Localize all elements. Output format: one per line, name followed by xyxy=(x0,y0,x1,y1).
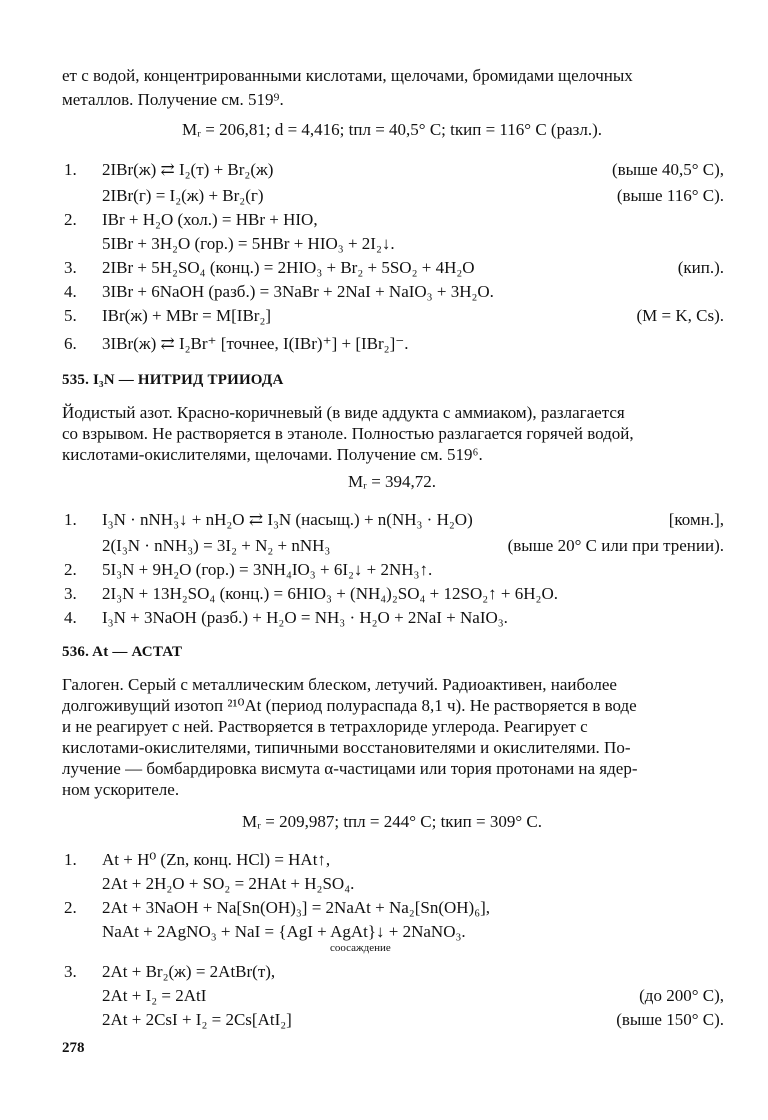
reaction-equation: I₃N · nNH₃↓ + nH₂O ⇄ I₃N (насыщ.) + n(NH₃ · H₂O) xyxy=(102,510,473,529)
reaction-equation: I₃N + 3NaOH (разб.) + H₂O = NH₃ · H₂O + 2NaI + NaIO₃. xyxy=(102,608,508,627)
i3n-properties: Mᵣ = 394,72. xyxy=(347,472,437,491)
description-line: Галоген. Серый с металлическим блеском, летучий. Радиоактивен, наиболее xyxy=(62,675,617,694)
description-line: кислотами-окислителями, типичными восстановителями и окислителями. По- xyxy=(62,738,631,757)
reaction-number: 1. xyxy=(64,850,77,869)
intro-line-2: металлов. Получение см. 519⁹. xyxy=(62,90,284,109)
description-line: долгоживущий изотоп ²¹⁰At (период полураспада 8,1 ч). Не растворяется в воде xyxy=(62,696,637,715)
reaction-equation: 2At + 2CsI + I₂ = 2Cs[AtI₂] xyxy=(102,1010,292,1029)
section-heading-536: 536. At — АСТАТ xyxy=(62,644,183,660)
reaction-number: 2. xyxy=(64,898,77,917)
description-line: ном ускорителе. xyxy=(62,780,180,799)
reaction-equation: 3IBr + 6NaOH (разб.) = 3NaBr + 2NaI + NaIO₃ + 3H₂O. xyxy=(102,282,494,301)
reaction-number: 4. xyxy=(64,608,77,627)
reaction-number: 2. xyxy=(64,210,77,229)
description-line: и не реагирует с ней. Растворяется в тетрахлориде углерода. Реагирует с xyxy=(62,717,588,736)
reaction-number: 6. xyxy=(64,334,77,353)
reaction-equation: 5IBr + 3H₂O (гор.) = 5HBr + HIO₃ + 2I₂↓. xyxy=(102,234,395,253)
reaction-equation: 2IBr + 5H₂SO₄ (конц.) = 2HIO₃ + Br₂ + 5SO₂ + 4H₂O xyxy=(102,258,475,277)
section-535-description xyxy=(62,402,722,465)
at-properties: Mᵣ = 209,987; tпл = 244° C; tкип = 309° C. xyxy=(242,812,542,831)
reaction-equation: 2At + Br₂(ж) = 2AtBr(т), xyxy=(102,962,276,981)
section-536-description xyxy=(62,674,722,800)
reaction-equation: 2IBr(ж) ⇄ I₂(т) + Br₂(ж) xyxy=(102,160,274,179)
reaction-condition: (выше 150° C). xyxy=(616,1010,724,1029)
reaction-number: 3. xyxy=(64,584,77,603)
reaction-condition: (кип.). xyxy=(677,258,724,277)
description-line: кислотами-окислителями, щелочами. Получение см. 519⁶. xyxy=(62,445,483,464)
reaction-equation: At + H⁰ (Zn, конц. HCl) = HAt↑, xyxy=(102,850,331,869)
reaction-equation: IBr + H₂O (хол.) = HBr + HIO, xyxy=(102,210,318,229)
reaction-equation: 2At + I₂ = 2AtI xyxy=(102,986,207,1005)
reaction-equation: 2I₃N + 13H₂SO₄ (конц.) = 6HIO₃ + (NH₄)₂SO₄ + 12SO₂↑ + 6H₂O. xyxy=(102,584,558,603)
reaction-number: 5. xyxy=(64,306,77,325)
reaction-equation: 3IBr(ж) ⇄ I₂Br⁺ [точнее, I(IBr)⁺] + [IBr₂]⁻. xyxy=(102,334,409,353)
description-line: лучение — бомбардировка висмута α-частицами или тория протонами на ядер- xyxy=(62,759,638,778)
reaction-equation: 2At + 3NaOH + Na[Sn(OH)₃] = 2NaAt + Na₂[Sn(OH)₆], xyxy=(102,898,491,917)
reaction-condition: (до 200° C), xyxy=(639,986,724,1005)
reaction-equation: IBr(ж) + MBr = M[IBr₂] xyxy=(102,306,272,325)
coprecipitation-note: соосаждение xyxy=(330,942,391,954)
reaction-number: 2. xyxy=(64,560,77,579)
reaction-number: 1. xyxy=(64,510,77,529)
reaction-equation: 2(I₃N · nNH₃) = 3I₂ + N₂ + nNH₃ xyxy=(102,536,331,555)
reaction-condition: (выше 40,5° C), xyxy=(611,160,724,179)
description-line: Йодистый азот. Красно-коричневый (в виде аддукта с аммиаком), разлагается xyxy=(62,403,625,422)
reaction-number: 4. xyxy=(64,282,77,301)
reaction-equation: NaAt + 2AgNO₃ + NaI = {AgI + AgAt}↓ + 2NaNO₃. xyxy=(102,922,466,941)
reaction-equation: 2IBr(г) = I₂(ж) + Br₂(г) xyxy=(102,186,264,205)
reaction-condition: (выше 20° C или при трении). xyxy=(507,536,724,555)
reaction-equation: 5I₃N + 9H₂O (гор.) = 3NH₄IO₃ + 6I₂↓ + 2NH₃↑. xyxy=(102,560,433,579)
ibr-properties: Mᵣ = 206,81; d = 4,416; tпл = 40,5° C; tкип = 116° C (разл.). xyxy=(182,120,602,139)
reaction-number: 3. xyxy=(64,258,77,277)
reaction-condition: (выше 116° C). xyxy=(616,186,724,205)
page-number: 278 xyxy=(62,1040,85,1056)
reaction-number: 3. xyxy=(64,962,77,981)
reaction-condition: (M = K, Cs). xyxy=(636,306,724,325)
reaction-number: 1. xyxy=(64,160,77,179)
reaction-condition: [комн.], xyxy=(668,510,724,529)
description-line: со взрывом. Не растворяется в этаноле. Полностью разлагается горячей водой, xyxy=(62,424,634,443)
reaction-equation: 2At + 2H₂O + SO₂ = 2HAt + H₂SO₄. xyxy=(102,874,355,893)
section-heading-535: 535. I₃N — НИТРИД ТРИИОДА xyxy=(62,372,284,388)
intro-line-1: ет с водой, концентрированными кислотами, щелочами, бромидами щелочных xyxy=(62,66,633,85)
